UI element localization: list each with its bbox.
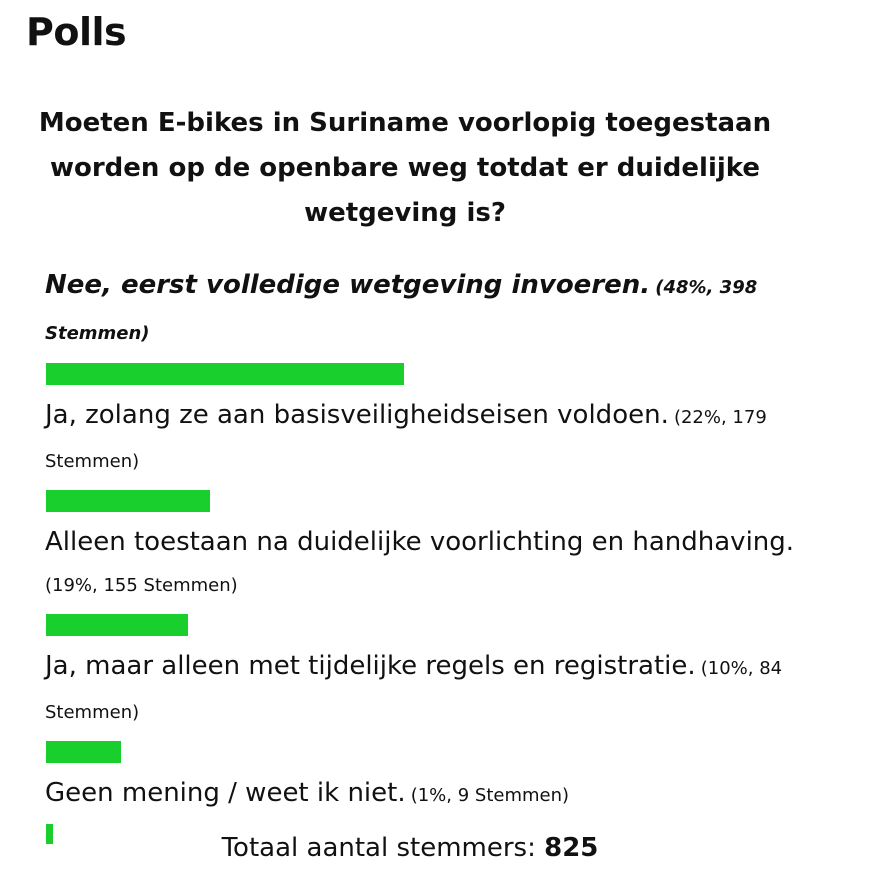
result-bar-track <box>46 614 825 638</box>
answer-label <box>45 520 825 608</box>
poll-answer <box>45 644 825 765</box>
answer-text: Ja, maar alleen met tijdelijke regels en registratie. <box>45 651 696 681</box>
answer-stats: (19%, 155 Stemmen) <box>45 575 238 596</box>
answer-label <box>45 644 825 735</box>
answer-stats: (1%, 9 Stemmen) <box>410 785 570 806</box>
result-bar <box>46 614 188 636</box>
answer-label <box>45 263 825 357</box>
poll-answer <box>45 263 825 387</box>
poll-answer <box>45 520 825 638</box>
answer-stats: (22%, 179 Stemmen) <box>45 407 767 472</box>
result-bar <box>46 741 121 763</box>
answer-text: Ja, zolang ze aan basisveiligheidseisen voldoen. <box>45 400 669 430</box>
total-voters <box>0 826 820 870</box>
answer-stats: (48%, 398 Stemmen) <box>45 277 758 344</box>
total-label: Totaal aantal stemmers: <box>221 833 536 863</box>
result-bar-track <box>46 741 825 765</box>
poll-question: Moeten E-bikes in Suriname voorlopig toegestaan worden op de openbare weg totdat er duidelijke wetgeving is? <box>38 108 772 228</box>
total-count: 825 <box>544 833 599 863</box>
widget-title: Polls <box>26 10 127 54</box>
result-bar <box>46 363 404 385</box>
poll-answers <box>45 263 825 854</box>
answer-stats: (10%, 84 Stemmen) <box>45 658 783 723</box>
answer-label <box>45 771 825 818</box>
answer-text: Geen mening / weet ik niet. <box>45 778 406 808</box>
result-bar-track <box>46 490 825 514</box>
result-bar <box>46 490 210 512</box>
answer-label <box>45 393 825 484</box>
answer-text: Alleen toestaan na duidelijke voorlichting en handhaving. <box>45 527 795 557</box>
poll-answer <box>45 393 825 514</box>
result-bar-track <box>46 363 825 387</box>
answer-text: Nee, eerst volledige wetgeving invoeren. <box>45 270 651 300</box>
